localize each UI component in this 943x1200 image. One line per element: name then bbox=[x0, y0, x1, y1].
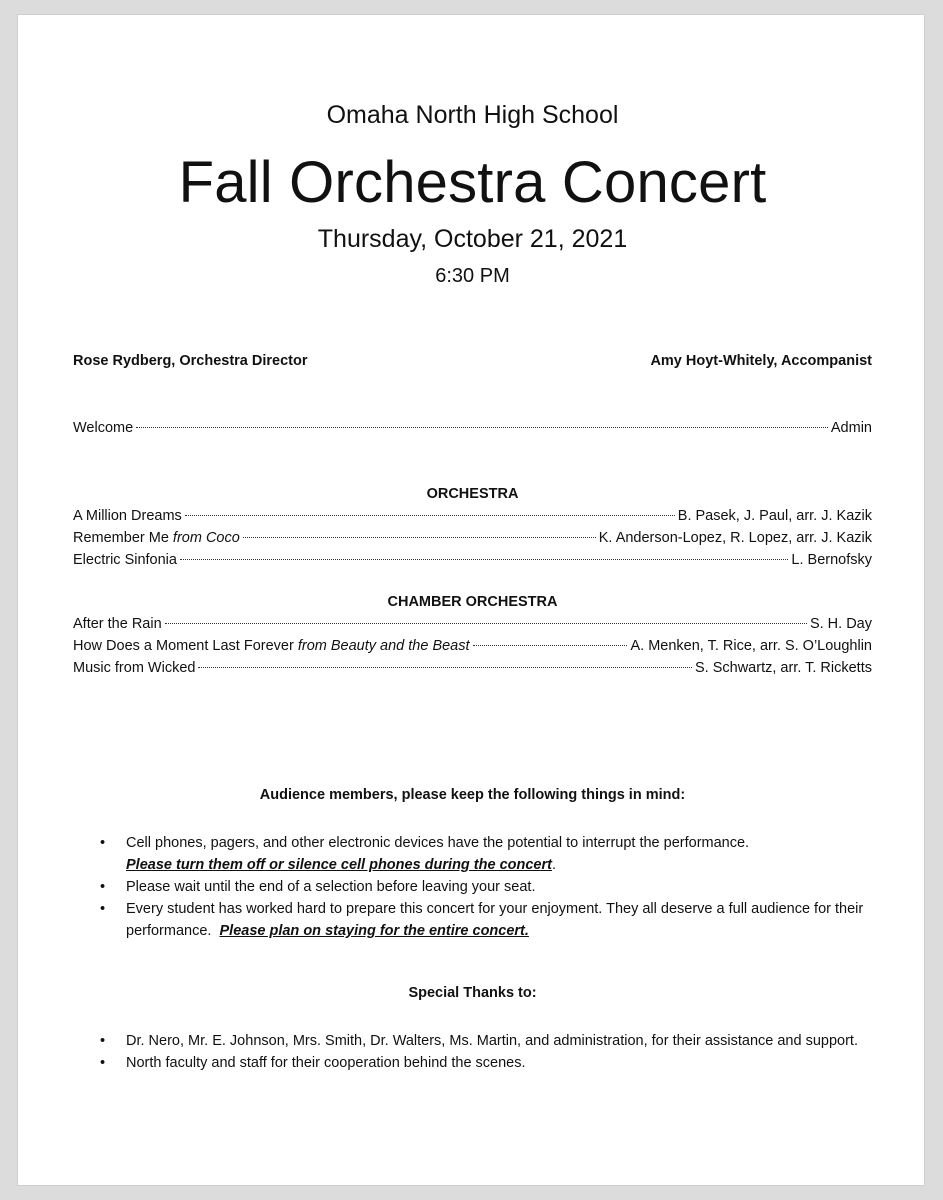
school-name: Omaha North High School bbox=[326, 101, 619, 129]
dot-leader bbox=[136, 427, 828, 428]
welcome-credit: Admin bbox=[830, 420, 872, 436]
director-name: Rose Rydberg, Orchestra Director bbox=[73, 353, 308, 369]
program-row bbox=[73, 549, 872, 571]
bullet-icon: • bbox=[100, 1033, 106, 1049]
program-row bbox=[73, 505, 872, 527]
program-row bbox=[73, 613, 872, 635]
piece-title: A Million Dreams bbox=[73, 508, 182, 524]
emphasis-text: Please turn them off or silence cell phones during the concert bbox=[126, 857, 552, 873]
piece-title: Music from Wicked bbox=[73, 660, 196, 676]
list-item: • Dr. Nero, Mr. E. Johnson, Mrs. Smith, Dr. Walters, Ms. Martin, and administration, for their assistance and support. bbox=[73, 1030, 872, 1052]
dot-leader bbox=[165, 623, 807, 624]
dot-leader bbox=[473, 645, 628, 646]
list-item: • Please wait until the end of a selection before leaving your seat. bbox=[73, 876, 872, 898]
audience-heading: Audience members, please keep the following things in mind: bbox=[259, 787, 686, 803]
chamber-orchestra-section bbox=[73, 591, 872, 679]
dot-leader bbox=[198, 667, 692, 668]
list-item: • North faculty and staff for their cooperation behind the scenes. bbox=[73, 1052, 872, 1074]
emphasis-text: Please plan on staying for the entire concert. bbox=[219, 923, 529, 939]
piece-title: Remember Me from Coco bbox=[73, 530, 240, 546]
dot-leader bbox=[185, 515, 675, 516]
accompanist-name: Amy Hoyt-Whitely, Accompanist bbox=[650, 353, 872, 369]
piece-subtitle: from Beauty and the Beast bbox=[297, 638, 470, 654]
list-item: • Every student has worked hard to prepare this concert for your enjoyment. They all deserve a full audience for their performance. Please plan on staying for the entire concert. bbox=[73, 898, 872, 942]
concert-title: Fall Orchestra Concert bbox=[178, 150, 767, 215]
concert-date: Thursday, October 21, 2021 bbox=[317, 225, 628, 253]
thanks-list bbox=[73, 1030, 872, 1074]
page-content bbox=[73, 15, 872, 1185]
dot-leader bbox=[243, 537, 596, 538]
concert-time: 6:30 PM bbox=[435, 265, 510, 287]
piece-title: How Does a Moment Last Forever from Beauty and the Beast bbox=[73, 638, 470, 654]
piece-credit: B. Pasek, J. Paul, arr. J. Kazik bbox=[677, 508, 872, 524]
piece-subtitle: from Coco bbox=[172, 530, 240, 546]
piece-title: After the Rain bbox=[73, 616, 162, 632]
piece-credit: S. H. Day bbox=[809, 616, 872, 632]
piece-credit: A. Menken, T. Rice, arr. S. O’Loughlin bbox=[630, 638, 872, 654]
orchestra-section bbox=[73, 483, 872, 571]
program-row bbox=[73, 635, 872, 657]
bullet-icon: • bbox=[100, 835, 106, 851]
dot-leader bbox=[180, 559, 788, 560]
thanks-heading: Special Thanks to: bbox=[408, 985, 537, 1001]
program-row bbox=[73, 527, 872, 549]
staff-line bbox=[73, 353, 872, 369]
welcome-row bbox=[73, 417, 872, 439]
program-page bbox=[17, 14, 925, 1186]
piece-credit: K. Anderson-Lopez, R. Lopez, arr. J. Kazik bbox=[598, 530, 872, 546]
chamber-orchestra-heading: CHAMBER ORCHESTRA bbox=[387, 594, 558, 610]
piece-credit: L. Bernofsky bbox=[791, 552, 872, 568]
bullet-icon: • bbox=[100, 901, 106, 917]
bullet-icon: • bbox=[100, 879, 106, 895]
program-row bbox=[73, 657, 872, 679]
bullet-icon: • bbox=[100, 1055, 106, 1071]
welcome-label: Welcome bbox=[73, 420, 134, 436]
audience-list bbox=[73, 832, 872, 942]
orchestra-heading: ORCHESTRA bbox=[426, 486, 519, 502]
list-item: • Cell phones, pagers, and other electronic devices have the potential to interrupt the performance. Please turn them off or silence cell phones during the concert. bbox=[73, 832, 872, 876]
piece-title: Electric Sinfonia bbox=[73, 552, 177, 568]
piece-credit: S. Schwartz, arr. T. Ricketts bbox=[694, 660, 872, 676]
